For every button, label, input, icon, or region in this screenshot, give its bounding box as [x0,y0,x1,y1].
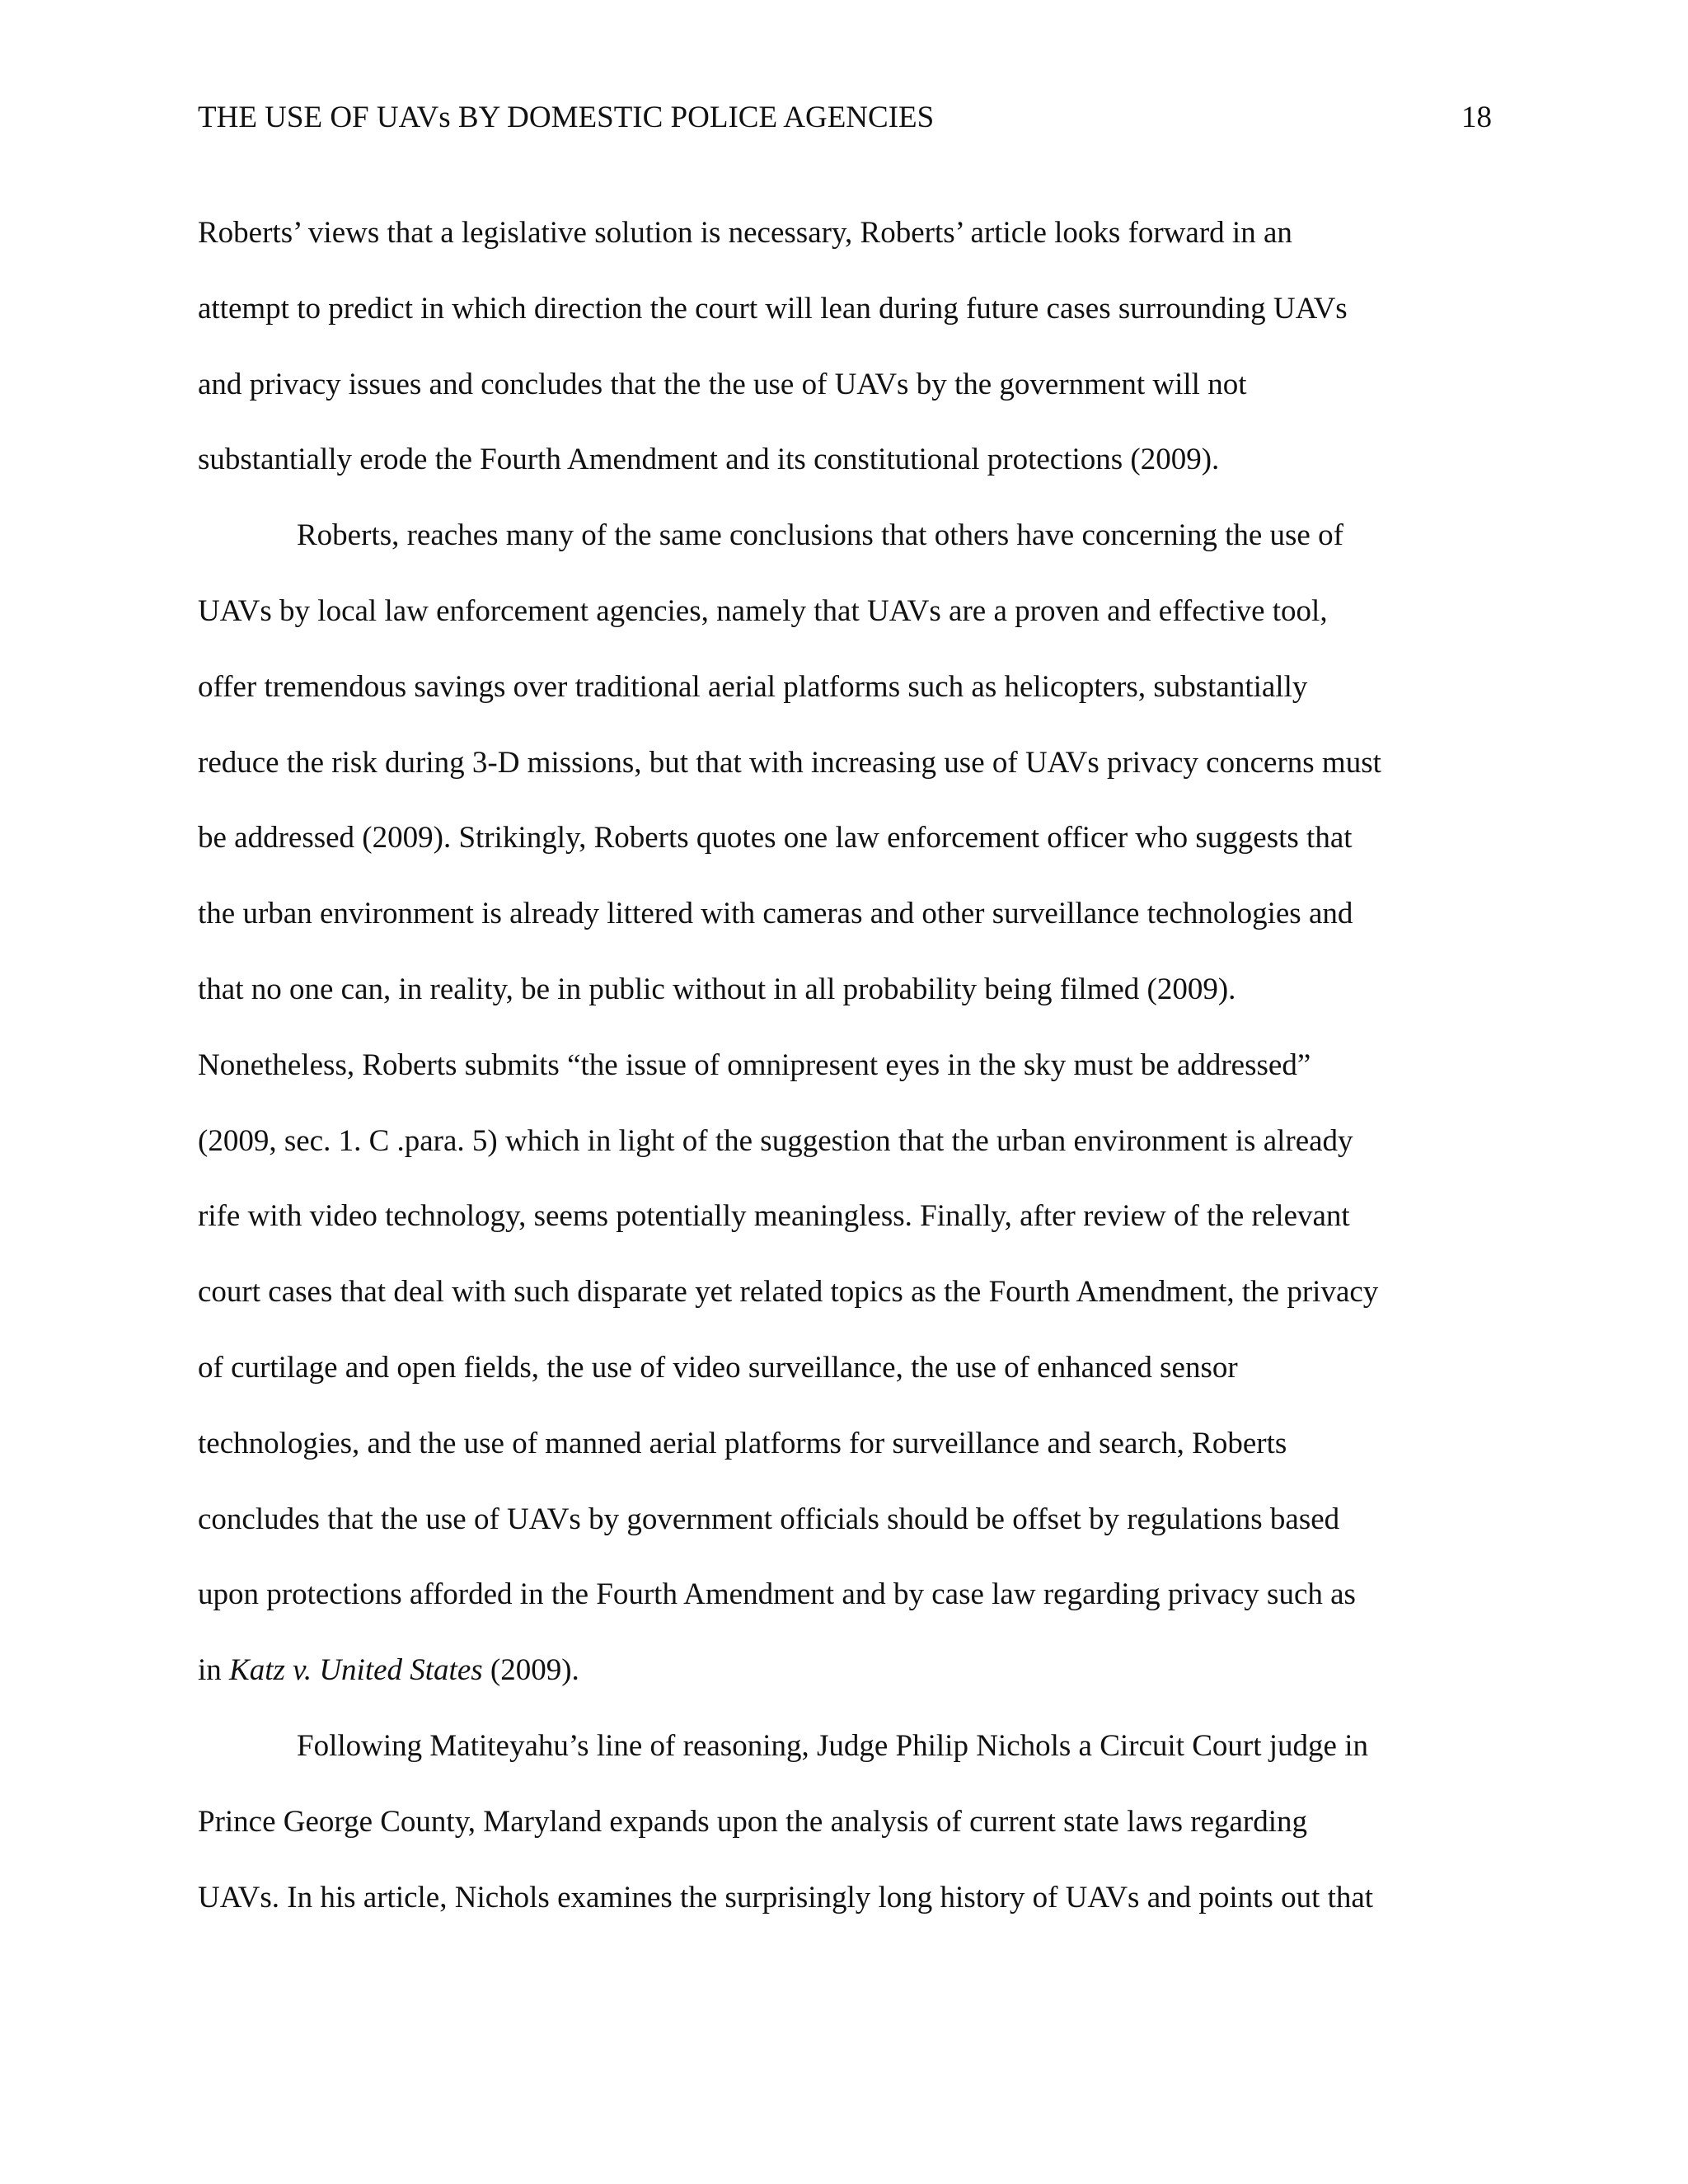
running-head [198,97,1492,138]
text-line: of curtilage and open fields, the use of video surveillance, the use of enhanced sensor [198,1350,1238,1385]
citation-line [198,1633,1500,1708]
text-line: (2009, sec. 1. C .para. 5) which in light of the suggestion that the urban environment is already [198,1123,1353,1158]
citation-suffix: (2009). [482,1653,579,1688]
text-line: court cases that deal with such disparate yet related topics as the Fourth Amendment, the privacy [198,1275,1379,1310]
text-line: UAVs by local law enforcement agencies, namely that UAVs are a proven and effective tool, [198,593,1328,628]
text-line: Roberts’ views that a legislative solution is necessary, Roberts’ article looks forward in an [198,216,1292,250]
text-line: upon protections afforded in the Fourth Amendment and by case law regarding privacy such as [198,1577,1356,1612]
paragraph-start-line: Roberts, reaches many of the same conclusions that others have concerning the use of [297,518,1343,553]
text-line: technologies, and the use of manned aerial platforms for surveillance and search, Roberts [198,1426,1287,1460]
text-line: rife with video technology, seems potentially meaningless. Finally, after review of the relevant [198,1199,1350,1234]
text-line: be addressed (2009). Strikingly, Roberts quotes one law enforcement officer who suggests that [198,821,1353,855]
text-line: substantially erode the Fourth Amendment and its constitutional protections (2009). [198,443,1220,477]
text-line: concludes that the use of UAVs by government officials should be offset by regulations based [198,1502,1340,1536]
page-number: 18 [1461,101,1492,134]
case-name: Katz v. United States [229,1653,483,1688]
text-line: that no one can, in reality, be in public without in all probability being filmed (2009). [198,972,1236,1006]
citation-prefix: in [198,1653,230,1688]
text-line: Prince George County, Maryland expands upon the analysis of current state laws regarding [198,1804,1308,1839]
text-line: attempt to predict in which direction the court will lean during future cases surrounding UAVs [198,291,1348,326]
text-line: offer tremendous savings over traditional aerial platforms such as helicopters, substantially [198,669,1308,704]
text-line: and privacy issues and concludes that the the use of UAVs by the government will not [198,367,1247,401]
text-line: reduce the risk during 3-D missions, but that with increasing use of UAVs privacy concerns must [198,745,1381,780]
text-line: UAVs. In his article, Nichols examines the surprisingly long history of UAVs and points out that [198,1880,1374,1915]
body-text [198,195,1500,1935]
text-line: the urban environment is already littered with cameras and other surveillance technologies and [198,897,1353,931]
running-title: THE USE OF UAVs BY DOMESTIC POLICE AGENCIES [198,101,935,134]
text-line: Nonetheless, Roberts submits “the issue of omnipresent eyes in the sky must be addressed” [198,1047,1311,1082]
paragraph-start-line: Following Matiteyahu’s line of reasoning, Judge Philip Nichols a Circuit Court judge in [297,1728,1369,1763]
